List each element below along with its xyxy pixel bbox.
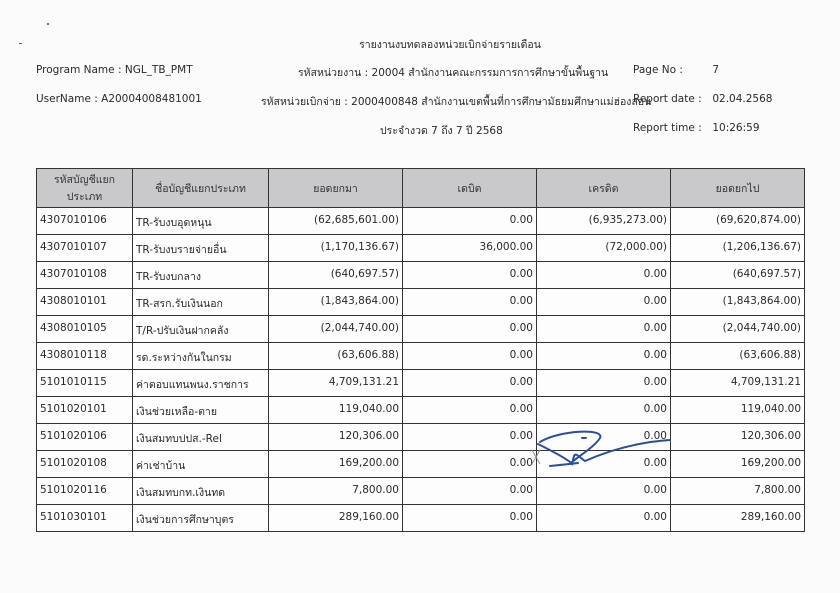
report-time-label: Report time :	[633, 122, 702, 134]
cell-carried-forward: 4,709,131.21	[671, 370, 805, 397]
cell-brought-forward: (2,044,740.00)	[269, 316, 403, 343]
cell-debit: 0.00	[403, 370, 537, 397]
program-name	[36, 64, 193, 76]
cell-carried-forward: 289,160.00	[671, 505, 805, 532]
column-header-carried-forward: ยอดยกไป	[671, 169, 805, 208]
period-line: ประจำงวด 7 ถึง 7 ปี 2568	[380, 125, 503, 137]
cell-carried-forward: (1,843,864.00)	[671, 289, 805, 316]
cell-credit: 0.00	[537, 478, 671, 505]
cell-account-code: 5101030101	[37, 505, 133, 532]
page-no	[633, 64, 719, 76]
cell-account-code: 4307010108	[37, 262, 133, 289]
username	[36, 93, 202, 105]
table-row	[37, 397, 805, 424]
table-row	[37, 451, 805, 478]
table-row	[37, 235, 805, 262]
cell-account-name: T/R-ปรับเงินฝากคลัง	[133, 316, 269, 343]
cell-carried-forward: (63,606.88)	[671, 343, 805, 370]
table-row	[37, 505, 805, 532]
cell-account-name: ค่าตอบแทนพนง.ราชการ	[133, 370, 269, 397]
cell-credit: 0.00	[537, 262, 671, 289]
cell-account-name: TR-รับงบรายจ่ายอื่น	[133, 235, 269, 262]
table-row	[37, 370, 805, 397]
cell-account-code: 5101020116	[37, 478, 133, 505]
cell-account-name: ค่าเช่าบ้าน	[133, 451, 269, 478]
cell-credit: 0.00	[537, 424, 671, 451]
disbursing-unit-line: รหัสหน่วยเบิกจ่าย : 2000400848 สำนักงานเขตพื้นที่การศึกษามัธยมศึกษาแม่ฮ่องสอน	[261, 96, 652, 108]
cell-account-name: เงินสมทบกท.เงินทด	[133, 478, 269, 505]
cell-carried-forward: (69,620,874.00)	[671, 208, 805, 235]
page-no-label: Page No :	[633, 64, 683, 76]
cell-account-code: 4307010106	[37, 208, 133, 235]
table-row	[37, 478, 805, 505]
trial-balance-table	[36, 168, 805, 532]
table-row	[37, 343, 805, 370]
cell-account-code: 5101020106	[37, 424, 133, 451]
report-title: รายงานงบทดลองหน่วยเบิกจ่ายรายเดือน	[359, 39, 541, 51]
cell-account-name: เงินสมทบปปส.-Rel	[133, 424, 269, 451]
username-value: A20004008481001	[101, 93, 202, 105]
report-date-label: Report date :	[633, 93, 702, 105]
column-header-account-name: ชื่อบัญชีแยกประเภท	[133, 169, 269, 208]
cell-credit: 0.00	[537, 289, 671, 316]
cell-account-name: TR-สรก.รับเงินนอก	[133, 289, 269, 316]
cell-credit: 0.00	[537, 343, 671, 370]
cell-carried-forward: 7,800.00	[671, 478, 805, 505]
cell-credit: 0.00	[537, 397, 671, 424]
cell-account-code: 4308010118	[37, 343, 133, 370]
cell-account-code: 4308010101	[37, 289, 133, 316]
program-name-value: NGL_TB_PMT	[124, 64, 193, 76]
cell-brought-forward: 7,800.00	[269, 478, 403, 505]
table-row	[37, 316, 805, 343]
cell-account-code: 4308010105	[37, 316, 133, 343]
cell-debit: 0.00	[403, 478, 537, 505]
cell-debit: 36,000.00	[403, 235, 537, 262]
cell-account-name: TR-รับงบกลาง	[133, 262, 269, 289]
table-row	[37, 289, 805, 316]
cell-brought-forward: 169,200.00	[269, 451, 403, 478]
cell-debit: 0.00	[403, 451, 537, 478]
column-header-brought-forward: ยอดยกมา	[269, 169, 403, 208]
program-name-label: Program Name :	[36, 64, 122, 76]
cell-account-code: 5101020108	[37, 451, 133, 478]
cell-carried-forward: (1,206,136.67)	[671, 235, 805, 262]
table-row	[37, 208, 805, 235]
cell-carried-forward: 169,200.00	[671, 451, 805, 478]
cell-credit: 0.00	[537, 451, 671, 478]
report-date	[633, 93, 772, 105]
cell-debit: 0.00	[403, 343, 537, 370]
cell-debit: 0.00	[403, 316, 537, 343]
table-row	[37, 262, 805, 289]
cell-account-name: รด.ระหว่างกันในกรม	[133, 343, 269, 370]
cell-debit: 0.00	[403, 397, 537, 424]
cell-brought-forward: 4,709,131.21	[269, 370, 403, 397]
cell-debit: 0.00	[403, 424, 537, 451]
username-label: UserName :	[36, 93, 98, 105]
cell-brought-forward: (1,170,136.67)	[269, 235, 403, 262]
cell-credit: 0.00	[537, 316, 671, 343]
cell-credit: (72,000.00)	[537, 235, 671, 262]
scan-speck	[47, 23, 49, 25]
cell-brought-forward: (640,697.57)	[269, 262, 403, 289]
cell-credit: 0.00	[537, 505, 671, 532]
cell-carried-forward: (640,697.57)	[671, 262, 805, 289]
column-header-account-code: รหัสบัญชีแยกประเภท	[37, 169, 133, 208]
cell-debit: 0.00	[403, 262, 537, 289]
cell-account-name: เงินช่วยการศึกษาบุตร	[133, 505, 269, 532]
cell-brought-forward: (1,843,864.00)	[269, 289, 403, 316]
cell-brought-forward: 119,040.00	[269, 397, 403, 424]
cell-carried-forward: 120,306.00	[671, 424, 805, 451]
cell-brought-forward: 120,306.00	[269, 424, 403, 451]
column-header-credit: เครดิต	[537, 169, 671, 208]
page-no-value: 7	[712, 64, 720, 76]
cell-account-name: TR-รับงบอุดหนุน	[133, 208, 269, 235]
cell-debit: 0.00	[403, 208, 537, 235]
cell-account-name: เงินช่วยเหลือ-ตาย	[133, 397, 269, 424]
report-time	[633, 122, 760, 134]
report-time-value: 10:26:59	[712, 122, 760, 134]
cell-account-code: 5101010115	[37, 370, 133, 397]
cell-account-code: 5101020101	[37, 397, 133, 424]
table-row	[37, 424, 805, 451]
cell-account-code: 4307010107	[37, 235, 133, 262]
agency-line: รหัสหน่วยงาน : 20004 สำนักงานคณะกรรมการการศึกษาขั้นพื้นฐาน	[298, 67, 609, 79]
cell-carried-forward: 119,040.00	[671, 397, 805, 424]
table-body	[37, 208, 805, 532]
table-header-row	[37, 169, 805, 208]
cell-brought-forward: (62,685,601.00)	[269, 208, 403, 235]
report-date-value: 02.04.2568	[712, 93, 773, 105]
cell-carried-forward: (2,044,740.00)	[671, 316, 805, 343]
cell-brought-forward: 289,160.00	[269, 505, 403, 532]
cell-debit: 0.00	[403, 289, 537, 316]
cell-brought-forward: (63,606.88)	[269, 343, 403, 370]
cell-debit: 0.00	[403, 505, 537, 532]
column-header-debit: เดบิต	[403, 169, 537, 208]
cell-credit: (6,935,273.00)	[537, 208, 671, 235]
cell-credit: 0.00	[537, 370, 671, 397]
